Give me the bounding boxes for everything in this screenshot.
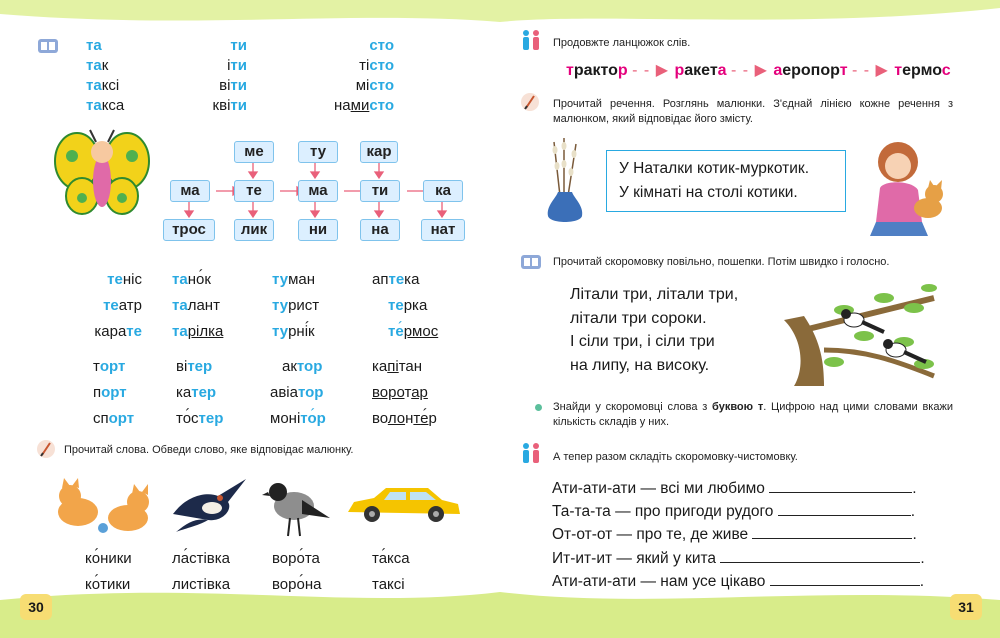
column-header: та <box>86 37 102 54</box>
girl-with-cat-illustration <box>862 136 950 244</box>
word-aviator: авіатор <box>270 384 324 401</box>
word-misto: місто <box>355 77 394 94</box>
word-tuman: туман <box>272 271 316 288</box>
chain-word-aeroport: аеропорт <box>773 62 848 79</box>
word-karate: карате <box>94 323 142 340</box>
word-tort: торт <box>93 358 126 375</box>
word-termos: те ´рмос <box>372 319 438 345</box>
chain-cell-middle: те <box>234 180 274 202</box>
chain-arrow: - - ▶ <box>731 62 774 79</box>
instruction-read-sentences: Прочитай речення. Розглянь малюнки. З'єднай лінією кожне речення з малюнком, який відповідає його змісту. <box>553 98 953 125</box>
instruction-compose-twister: А тепер разом складіть скоромовку-чистомовку. <box>553 451 798 463</box>
word-taksa: такса <box>86 97 125 114</box>
chain-cell-middle: ма <box>298 180 338 202</box>
fill-line-text: Ати-ати-ати — нам усе цікаво <box>552 573 766 590</box>
taxi-illustration <box>344 484 464 526</box>
chain-cell-middle: ти <box>360 180 400 202</box>
butterfly-illustration <box>52 126 152 221</box>
word-kvity: квіти <box>212 97 247 114</box>
chain-cell-bottom: нат <box>421 219 465 241</box>
willow-vase-illustration <box>540 136 590 228</box>
word-tisto: тісто <box>359 57 394 74</box>
crow-illustration <box>262 470 332 540</box>
word-kater: катер <box>176 384 217 401</box>
twister-line: І сіли три, і сіли три <box>570 333 715 350</box>
word-monitor: моніто ´р <box>270 406 326 432</box>
answer-blank[interactable] <box>770 571 920 586</box>
twister-line: літали три сороки. <box>570 309 707 327</box>
answer-blank[interactable] <box>720 548 920 563</box>
word-chain <box>566 60 951 80</box>
word-namysto: намисто <box>334 97 394 114</box>
fill-line-text: Та-та-та — про пригоди рудого <box>552 503 774 520</box>
word-viter: вітер <box>176 358 213 375</box>
chain-cell-bottom: трос <box>163 219 215 241</box>
chain-cell-bottom: лик <box>234 219 274 241</box>
tongue-twister <box>570 283 738 377</box>
chain-cell-bottom: на <box>360 219 400 241</box>
word-lastivka: ла ´стівка <box>172 546 230 572</box>
word-vity: віти <box>219 77 247 94</box>
word-choice-1 <box>85 546 132 598</box>
chain-cell-top: ту <box>298 141 338 163</box>
word-turnik: турні ´к <box>272 319 319 345</box>
chain-cell-middle: ма <box>170 180 210 202</box>
bullet-dot <box>535 404 542 411</box>
column-header: ти <box>230 37 247 54</box>
word-teatr: театр <box>103 297 142 314</box>
word-apteka: аптека <box>372 271 420 288</box>
column-header: сто <box>369 37 394 54</box>
word-konyky: ко ´ники <box>85 546 132 572</box>
word-vorotar: воротар <box>372 384 428 401</box>
word-ity: іти <box>227 57 247 74</box>
fill-line-1: Ати-ати-ати — всі ми любимо . <box>552 480 917 497</box>
find-words-bold: буквою т <box>712 401 764 413</box>
word-volonter: волонте ´р <box>372 406 437 432</box>
book-icon <box>37 38 59 54</box>
twister-line: Літали три, літали три, <box>570 286 739 303</box>
chain-arrow: - - ▶ <box>851 62 895 79</box>
fill-line-4: Ит-ит-ит — який у кита . <box>552 550 925 567</box>
chain-arrow: - - ▶ <box>632 62 675 79</box>
brush-icon <box>520 92 540 112</box>
word-column-3a <box>272 267 319 345</box>
fill-line-text: От-от-от — про те, де живе <box>552 526 749 543</box>
word-sport: спорт <box>93 410 135 427</box>
chain-word-termos: термос <box>894 62 951 79</box>
word-tenis: теніс <box>107 271 142 288</box>
word-column-2b <box>176 354 223 432</box>
fill-line-2: Та-та-та — про пригоди рудого . <box>552 503 916 520</box>
chain-cell-bottom: ни <box>298 219 338 241</box>
magpies-illustration <box>784 280 944 386</box>
answer-blank[interactable] <box>769 478 912 493</box>
word-taksa-choice: та ´кса <box>372 546 410 572</box>
brush-icon <box>36 439 56 459</box>
fill-line-5: Ати-ати-ати — нам усе цікаво . <box>552 573 925 590</box>
syllable-column-ta <box>86 36 124 116</box>
word-column-4b <box>372 354 437 432</box>
word-turyst: турист <box>272 297 320 314</box>
instruction-find-words <box>553 400 953 430</box>
word-port: порт <box>93 384 127 401</box>
kittens-illustration <box>48 470 158 540</box>
word-column-2a <box>172 267 223 345</box>
book-icon <box>520 254 542 270</box>
answer-blank[interactable] <box>778 501 911 516</box>
chain-word-raketa: ракета <box>674 62 727 79</box>
chain-word-traktor: трактор <box>566 62 628 79</box>
word-terka: терка <box>388 297 428 314</box>
fill-line-text: Ит-ит-ит — який у кита <box>552 550 717 567</box>
find-words-text: Знайди у скоромовці слова з <box>553 401 713 413</box>
instruction-read-tongue-twister: Прочитай скоромовку повільно, пошепки. Потім швидко і голосно. <box>553 256 890 268</box>
word-taksi: таксі <box>86 77 120 94</box>
word-toster: то ´стер <box>176 406 223 432</box>
word-tak: так <box>86 57 109 74</box>
chain-cell-top: ме <box>234 141 274 163</box>
word-column-3b <box>270 354 326 432</box>
word-talant: талант <box>172 297 220 314</box>
find-words-text-end: . Цифрою над цими словами вкажи кількість складів у них. <box>553 401 953 428</box>
syllable-column-ty <box>207 36 247 116</box>
word-choice-4 <box>372 546 410 598</box>
syllable-column-sto <box>318 36 394 116</box>
word-column-1a <box>60 267 142 345</box>
word-column-1b <box>93 354 134 432</box>
word-kotyky: ко ´тики <box>85 572 132 598</box>
bottom-wave <box>0 592 1000 638</box>
word-column-4a <box>372 267 438 345</box>
chain-cell-top: кар <box>360 141 398 163</box>
people-icon <box>519 29 543 51</box>
fill-line-3: От-от-от — про те, де живе . <box>552 526 917 543</box>
twister-line: на липу, на високу. <box>570 356 710 374</box>
instruction-circle-word: Прочитай слова. Обведи слово, яке відповідає малюнку. <box>64 444 354 456</box>
word-aktor: актор <box>282 358 323 375</box>
word-tanok: тано ´к <box>172 267 223 293</box>
fill-line-text: Ати-ати-ати — всі ми любимо <box>552 480 765 497</box>
sentences-box <box>606 150 846 212</box>
swallow-illustration <box>168 474 248 534</box>
sentence-2: У кімнаті на столі котики. <box>619 184 798 201</box>
answer-blank[interactable] <box>752 524 912 539</box>
word-choice-3 <box>272 546 321 598</box>
word-choice-2 <box>172 546 230 598</box>
sentence-1: У Наталки котик-муркотик. <box>619 160 810 177</box>
top-wave <box>0 0 1000 22</box>
word-taksi-choice: таксі <box>372 576 405 593</box>
word-kapitan: капітан <box>372 358 423 375</box>
instruction-continue-chain: Продовжте ланцюжок слів. <box>553 37 691 49</box>
word-tarilka: тарілка <box>172 323 224 340</box>
people-icon <box>519 442 543 464</box>
chain-cell-middle: ка <box>423 180 463 202</box>
word-vorota: воро ´та <box>272 546 321 572</box>
word-vorona: воро ´на <box>272 572 321 598</box>
page-number-right: 31 <box>950 594 982 620</box>
page-number-left: 30 <box>20 594 52 620</box>
word-lystivka: листівка <box>172 576 231 593</box>
